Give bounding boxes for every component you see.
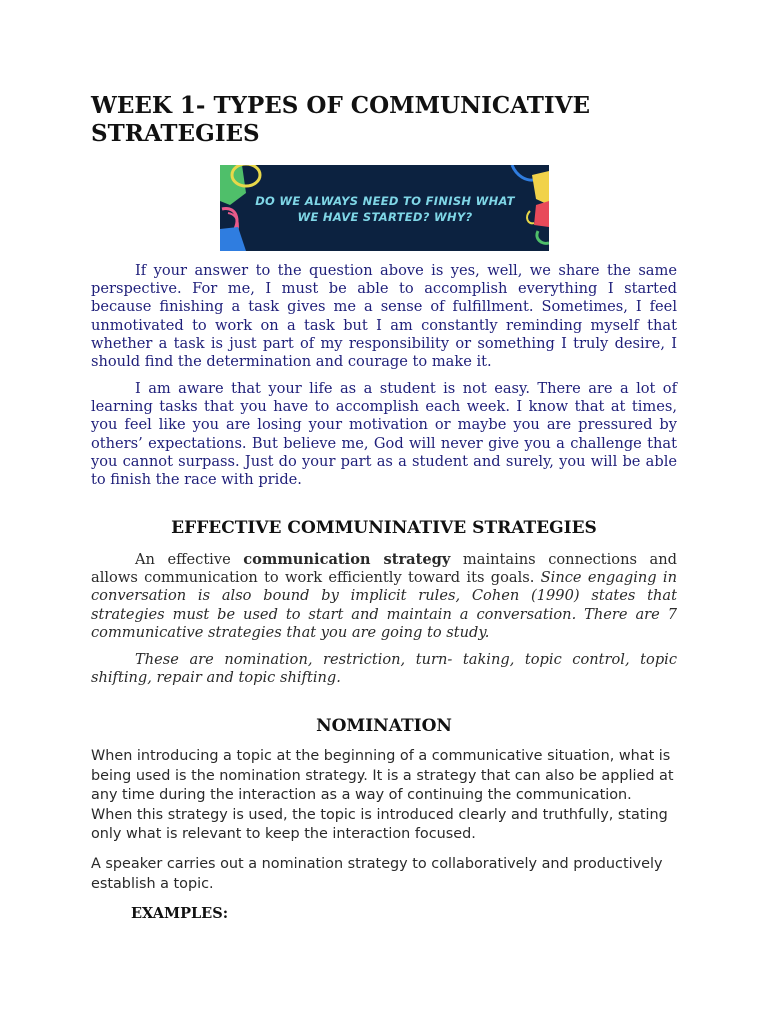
examples-label: EXAMPLES:	[131, 905, 229, 922]
strategies-p1-lead: An effective	[135, 551, 244, 568]
page-title: WEEK 1- TYPES OF COMMUNICATIVE STRATEGIES	[91, 92, 591, 147]
intro-paragraph-1: If your answer to the question above is yes, well, we share the same perspective. For me, I must be able to accomplish everything I started because finishing a task gives me a sense of fulfillment. Sometimes, I feel unmotivated to work on a task but I am constantly reminding myself that whether a task is just part of my responsibility or something I truly desire, I should find the determination and courage to make it.	[91, 262, 677, 371]
nomination-paragraph-2: A speaker carries out a nomination strategy to collaboratively and productively establish a topic.	[91, 856, 663, 892]
strategies-p1-italic: Since engaging in conversation is also bound by implicit rules, Cohen (1990) states that strategies must be used to start and maintain a conversation. There are 7 communicative strategies that you are going to study.	[91, 569, 677, 641]
strategies-p1-rest: maintains connections and allows communication to work efficiently toward its goals.	[91, 551, 677, 587]
intro-paragraph-2: I am aware that your life as a student is not easy. There are a lot of learning tasks that you have to accomplish each week. I know that at times, you feel like you are losing your motivation or maybe you are pressured by others’ expectations. But believe me, God will never give you a challenge that you cannot surpass. Just do your part as a student and surely, you will be able to finish the race with pride.	[91, 380, 677, 489]
communication-strategy-term: communication strategy	[243, 551, 451, 568]
section-heading-nomination: NOMINATION	[316, 716, 452, 736]
banner-question-text: DO WE ALWAYS NEED TO FINISH WHAT WE HAVE STARTED? WHY?	[255, 194, 515, 224]
banner-image	[220, 165, 549, 251]
strategies-paragraph-2: These are nomination, restriction, turn- taking, topic control, topic shifting, repair and topic shifting.	[91, 651, 677, 687]
nomination-paragraph-1: When introducing a topic at the beginning of a communicative situation, what is being used is the nomination strategy. It is a strategy that can also be applied at any time during the interaction as a way of continuing the communication. When this strategy is used, the topic is introduced clearly and truthfully, stating only what is relevant to keep the interaction focused.	[91, 748, 674, 842]
section-heading-strategies: EFFECTIVE COMMUNINATIVE STRATEGIES	[171, 518, 597, 538]
strategies-paragraph-1	[91, 551, 677, 642]
